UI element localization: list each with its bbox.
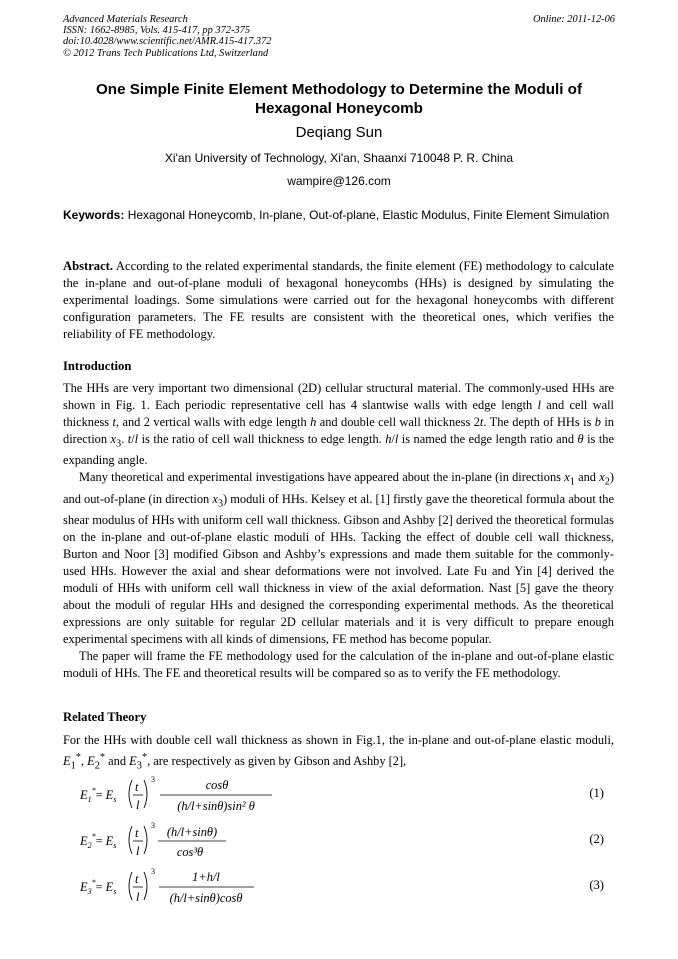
eq1-numerator: cosθ — [205, 778, 229, 792]
equation-3-number: (3) — [589, 878, 604, 892]
svg-text:l: l — [136, 844, 140, 858]
equation-2-number: (2) — [589, 832, 604, 846]
eq1-denominator: (h/l+sinθ)sin² θ — [177, 799, 255, 813]
equation-3-formula — [80, 864, 340, 908]
issn-line: ISSN: 1662-8985, Vols. 415-417, pp 372-375 — [63, 25, 251, 37]
doi-line: doi:10.4028/www.scientific.net/AMR.415-417.372 — [63, 36, 272, 48]
title-line-1: One Simple Finite Element Methodology to Determine the Moduli of — [95, 81, 583, 98]
online-date: Online: 2011-12-06 — [532, 14, 615, 25]
svg-text:t: t — [135, 826, 139, 840]
journal-name: Advanced Materials Research — [63, 14, 188, 25]
section-heading-related-theory: Related Theory — [63, 710, 147, 724]
svg-text:t: t — [135, 872, 139, 886]
equation-1 — [80, 772, 614, 816]
eq3-denominator: (h/l+sinθ)cosθ — [169, 891, 243, 905]
svg-text:3: 3 — [151, 775, 155, 784]
intro-paragraph-2: Many theoretical and experimental investigations have appeared about the in-plane (in directions $x_1$ and $x_2$) and out-of-plane (in direction $x_3$) moduli of HHs. Kelsey et al. [1] firstly gave the theoretical formula about the shear modulus of HHs with uniform cell wall thickness. Gibson and Ashby [2] derived the theoretical formulas on the in-plane and out-of-plane elastic moduli of HHs. Tacking the effect of double cell wall thickness, Burton and Noor [3] modified Gibson and Ashby’s expressions and made them suitable for the commonly-used HHs. However the axial and shear deformations were not involved. Late Fu and Yin [4] derived the moduli of HHs with uniform cell wall thickness in view of the axial deformation. Nast [5] gave the theory about the moduli of regular HHs and designed the corresponding experimental methods. As the theoretical expressions are only suitable for regular 2D cellular materials and it is very difficult to prepare enough experimental specimens with all kinds of dimensions, FE method has become popular. — [63, 470, 615, 647]
author-email: wampire@126.com — [287, 174, 391, 188]
copyright-line: © 2012 Trans Tech Publications Ltd, Switzerland — [63, 47, 269, 59]
equation-2 — [80, 818, 614, 862]
equation-1-number: (1) — [589, 786, 604, 800]
svg-text:3: 3 — [151, 867, 155, 876]
equation-1-formula — [80, 772, 340, 816]
svg-text:E2*= Es: $E_2^*= E_s$ — [80, 832, 117, 850]
keywords-text: Hexagonal Honeycomb, In-plane, Out-of-plane, Elastic Modulus, Finite Element Simulation — [127, 208, 610, 222]
author-affiliation: Xi'an University of Technology, Xi'an, Shaanxi 710048 P. R. China — [164, 151, 514, 165]
equation-3 — [80, 864, 614, 908]
intro-paragraph-1: The HHs are very important two dimensional (2D) cellular structural material. The commonly-used HHs are shown in Fig. 1. Each periodic representative cell has 4 slantwise walls with edge length l and cell wall thickness t, and 2 vertical walls with edge length h and double cell wall thickness 2t. The depth of HHs is b in direction $x_3$. t/l is the ratio of cell wall thickness to edge length. h/l is named the edge length ratio and θ is the expanding angle. — [63, 381, 614, 468]
intro-paragraph-3: The paper will frame the FE methodology used for the calculation of the in-plane and out-of-plane elastic moduli of HHs. The FE and theoretical results will be compared so as to verify the FE methodology. — [63, 649, 614, 681]
eq2-denominator: cos³θ — [176, 845, 204, 859]
title-line-2: Hexagonal Honeycomb — [255, 100, 423, 117]
svg-text:l: l — [136, 890, 140, 904]
journal-header — [63, 14, 615, 59]
related-theory-body: For the HHs with double cell wall thickness as shown in Fig.1, the in-plane and out-of-plane elastic moduli, $E_1^*$, $E_2^*$ and $E_3^*$, are respectively as given by Gibson and Ashby [2], — [63, 733, 614, 772]
svg-text:3: 3 — [151, 821, 155, 830]
author-name: Deqiang Sun — [295, 124, 383, 141]
svg-text:E3*= Es: $E_3^*= E_s$ — [80, 878, 117, 896]
svg-text:t: t — [135, 780, 139, 794]
eq2-numerator: (h/l+sinθ) — [166, 825, 218, 839]
svg-text:l: l — [136, 798, 140, 812]
paper-title — [63, 80, 615, 118]
svg-text:E1*= Es: $E_1^*= E_s$ — [80, 786, 117, 804]
abstract-text: According to the related experimental standards, the finite element (FE) methodology to calculate the in-plane and out-of-plane moduli of hexagonal honeycombs (HHs) is designed by simulating the experimental loadings. Some simulations were carried out for the hexagonal honeycombs with different configuration parameters. The FE results are consistent with the theoretical ones, which verifies the reliability of FE methodology. — [63, 259, 614, 342]
equation-2-formula — [80, 818, 340, 862]
eq3-numerator: 1+h/l — [192, 870, 220, 884]
abstract-label: Abstract. — [63, 259, 114, 273]
keywords-block — [63, 207, 614, 223]
keywords-label: Keywords: — [63, 208, 125, 222]
introduction-body — [63, 380, 614, 682]
section-heading-introduction: Introduction — [63, 359, 132, 373]
abstract-block — [63, 258, 614, 343]
